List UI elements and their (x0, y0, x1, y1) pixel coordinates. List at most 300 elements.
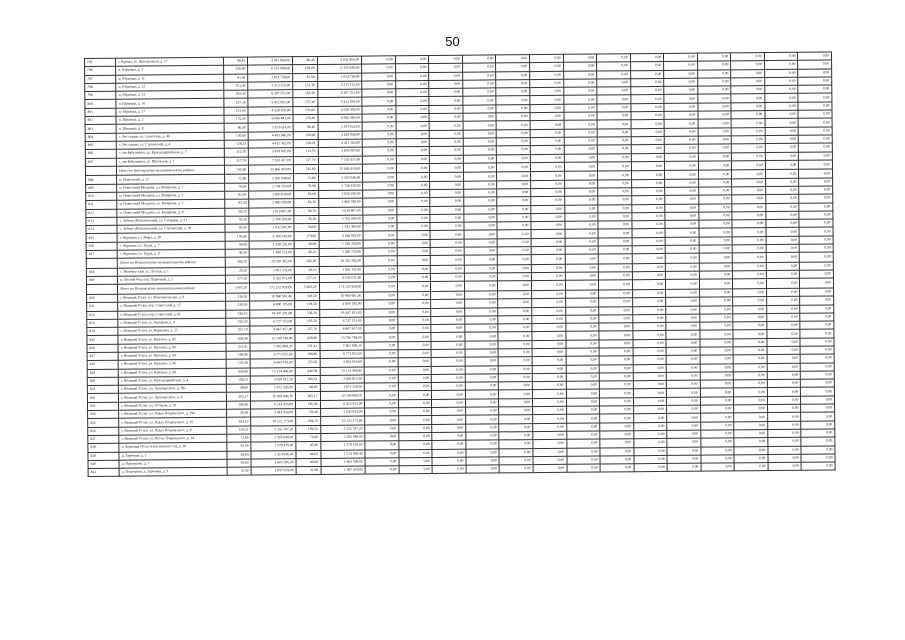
address-cell: г. Великий Устюг, ул. Красина, д. 86 (118, 343, 225, 352)
address-cell: г. Великий Устюг, ул. Песок-Покровского, д. 24 (119, 434, 226, 443)
address-cell: п. Юрьевка, д. 11 (116, 74, 223, 83)
zero-value-cell: 0,00 (563, 79, 597, 88)
value-cell: 2 704 509,00 (249, 216, 294, 225)
zero-value-cell: 0,00 (767, 404, 801, 413)
zero-value-cell: 0,00 (599, 290, 633, 299)
zero-value-cell: 0,00 (431, 324, 465, 333)
zero-value-cell: 0,00 (429, 113, 463, 122)
zero-value-cell: 0,00 (664, 53, 698, 62)
zero-value-cell: 0,00 (397, 206, 431, 215)
zero-value-cell: 0,00 (563, 54, 597, 63)
row-number-cell: 796 (85, 67, 116, 76)
zero-value-cell: 0,00 (465, 382, 499, 391)
value-cell: 72,80 (293, 174, 318, 183)
address-cell: п. Юрьевка, д. 1 (116, 66, 223, 75)
value-cell: 257,70 (295, 326, 320, 335)
zero-value-cell: 0,00 (598, 229, 632, 238)
zero-value-cell: 0,00 (732, 178, 766, 187)
value-cell: 277,10 (225, 275, 250, 284)
zero-value-cell: 0,00 (363, 231, 397, 240)
value-cell: 19 320 342,00 (319, 256, 364, 266)
zero-value-cell: 0,00 (498, 340, 532, 349)
zero-value-cell: 0,00 (667, 430, 701, 439)
zero-value-cell: 0,00 (497, 172, 531, 181)
value-cell: 305,17 (295, 392, 320, 401)
value-cell: 195,50 (225, 318, 250, 327)
value-cell: 30,00 (294, 224, 319, 233)
zero-value-cell: 0,00 (633, 397, 667, 406)
value-cell: 566,20 (294, 257, 319, 267)
zero-value-cell: 0,00 (734, 430, 768, 439)
row-number-cell: 800 (85, 100, 116, 109)
zero-value-cell: 0,00 (531, 281, 565, 291)
address-cell: г. Великий Устюг, ул. Луначарского, д. 8 (119, 393, 226, 402)
zero-value-cell: 0,00 (698, 94, 732, 103)
zero-value-cell: 0,00 (732, 203, 766, 212)
zero-value-cell: 0,00 (667, 389, 701, 398)
zero-value-cell: 0,00 (499, 357, 533, 366)
zero-value-cell: 0,00 (533, 448, 567, 457)
zero-value-cell: 0,00 (667, 447, 701, 456)
value-cell: 5 412 693,00 (248, 98, 293, 107)
zero-value-cell: 0,00 (799, 127, 833, 136)
zero-value-cell: 0,00 (429, 97, 463, 106)
zero-value-cell: 0,00 (666, 347, 700, 356)
zero-value-cell: 0,00 (396, 181, 430, 190)
zero-value-cell: 0,00 (531, 264, 565, 273)
zero-value-cell: 0,00 (598, 246, 632, 255)
zero-value-cell: 0,00 (499, 398, 533, 407)
zero-value-cell: 0,00 (799, 143, 833, 152)
zero-value-cell: 0,00 (633, 414, 667, 423)
value-cell: 106,51 (295, 375, 320, 384)
zero-value-cell: 0,00 (700, 355, 734, 364)
zero-value-cell: 0,00 (767, 321, 801, 330)
zero-value-cell: 0,00 (364, 274, 398, 283)
zero-value-cell: 0,00 (364, 256, 398, 266)
zero-value-cell: 0,00 (767, 379, 801, 388)
zero-value-cell: 0,00 (598, 188, 632, 197)
value-cell: 59,40 (226, 409, 251, 418)
zero-value-cell: 0,00 (767, 330, 801, 339)
value-cell: 83,00 (294, 190, 319, 199)
value-cell: 6 155 949,60 (317, 64, 362, 73)
zero-value-cell: 0,00 (566, 448, 600, 457)
zero-value-cell: 0,00 (768, 429, 802, 438)
value-cell: 15 790 749,00 (250, 334, 295, 343)
address-cell: г. Великий Устюг, ул. Красина, д. 98 (119, 368, 226, 377)
zero-value-cell: 0,00 (430, 155, 464, 164)
value-cell: 10 960 961,40 (250, 293, 295, 302)
zero-value-cell: 0,00 (697, 78, 731, 87)
zero-value-cell: 0,00 (531, 272, 565, 281)
zero-value-cell: 0,00 (563, 104, 597, 113)
zero-value-cell: 0,00 (497, 146, 531, 155)
zero-value-cell: 0,00 (599, 339, 633, 348)
zero-value-cell: 0,00 (701, 455, 735, 464)
zero-value-cell: 0,00 (396, 97, 430, 106)
zero-value-cell: 0,00 (598, 221, 632, 230)
value-cell: 6 307 551,00 (317, 89, 362, 98)
zero-value-cell: 0,00 (633, 339, 667, 348)
zero-value-cell: 0,00 (699, 279, 733, 289)
zero-value-cell: 0,00 (565, 323, 599, 332)
zero-value-cell: 0,00 (363, 164, 397, 174)
row-number-cell: 818 (86, 268, 117, 277)
zero-value-cell: 0,00 (363, 181, 397, 190)
zero-value-cell: 0,00 (699, 305, 733, 314)
zero-value-cell: 0,00 (765, 152, 799, 161)
zero-value-cell: 0,00 (666, 372, 700, 381)
value-cell: 1 579 419,00 (320, 441, 365, 450)
zero-value-cell: 0,00 (733, 355, 767, 364)
zero-value-cell: 0,00 (395, 72, 429, 81)
value-cell: 1 328 226,00 (249, 240, 294, 249)
zero-value-cell: 0,00 (666, 355, 700, 364)
value-cell: 4 664 619,60 (250, 359, 295, 368)
zero-value-cell: 0,00 (532, 307, 566, 316)
zero-value-cell: 0,00 (800, 338, 834, 347)
value-cell: 30,00 (225, 224, 250, 233)
zero-value-cell: 0,00 (362, 122, 396, 131)
zero-value-cell: 0,00 (365, 433, 399, 442)
zero-value-cell: 0,00 (567, 456, 601, 465)
zero-value-cell: 0,00 (363, 215, 397, 224)
zero-value-cell: 0,00 (499, 407, 533, 416)
zero-value-cell: 0,00 (598, 196, 632, 205)
value-cell: 78,30 (225, 216, 250, 225)
zero-value-cell: 0,00 (598, 254, 632, 264)
zero-value-cell: 0,00 (431, 357, 465, 366)
zero-value-cell: 0,00 (799, 211, 833, 220)
zero-value-cell: 0,00 (431, 349, 465, 358)
zero-value-cell: 0,00 (464, 265, 498, 274)
zero-value-cell: 0,00 (431, 265, 465, 274)
zero-value-cell: 0,00 (801, 387, 835, 396)
value-cell: 48,60 (295, 384, 320, 393)
zero-value-cell: 0,00 (363, 155, 397, 164)
value-cell: 1 514 936,40 (320, 450, 365, 459)
value-cell: 176,30 (293, 115, 318, 124)
value-cell: 4 493 946,00 (318, 131, 363, 140)
zero-value-cell: 0,00 (766, 296, 800, 305)
zero-value-cell: 0,00 (432, 457, 466, 466)
zero-value-cell: 0,00 (764, 69, 798, 78)
address-cell: г. Великий Устюг, ул. Павла Покровского, д. 8 (119, 426, 226, 435)
zero-value-cell: 0,00 (699, 289, 733, 298)
zero-value-cell: 0,00 (632, 298, 666, 307)
row-number-cell (86, 285, 117, 295)
zero-value-cell: 0,00 (734, 371, 768, 380)
zero-value-cell: 0,00 (598, 213, 632, 222)
value-cell: 2 856 030,00 (249, 191, 294, 200)
zero-value-cell: 0,00 (698, 144, 732, 153)
value-cell: 6 773 952,60 (320, 350, 365, 359)
zero-value-cell: 0,00 (563, 62, 597, 71)
zero-value-cell: 0,00 (667, 438, 701, 447)
value-cell: 6 186 918,00 (249, 232, 294, 241)
zero-value-cell: 0,00 (365, 424, 399, 433)
zero-value-cell: 0,00 (533, 456, 567, 465)
zero-value-cell: 0,00 (532, 299, 566, 308)
zero-value-cell: 0,00 (698, 152, 732, 161)
value-cell: 15 174 466,80 (250, 367, 295, 376)
zero-value-cell: 0,00 (464, 222, 498, 231)
row-number-cell: 816 (86, 242, 117, 251)
zero-value-cell: 0,00 (800, 252, 834, 262)
zero-value-cell: 0,00 (432, 465, 466, 474)
zero-value-cell: 0,00 (396, 105, 430, 114)
value-cell: 19 320 342,00 (249, 257, 294, 267)
zero-value-cell: 0,00 (565, 290, 599, 299)
value-cell: 10 960 961,40 (319, 292, 364, 301)
zero-value-cell: 0,00 (699, 271, 733, 280)
zero-value-cell: 0,00 (799, 219, 833, 228)
value-cell: 1 032 300,00 (249, 224, 294, 233)
zero-value-cell: 0,00 (732, 152, 766, 161)
zero-value-cell: 0,00 (497, 138, 531, 147)
value-cell: 2 866 599,00 (318, 198, 363, 207)
zero-value-cell: 0,00 (397, 231, 431, 240)
zero-value-cell: 0,00 (697, 53, 731, 62)
zero-value-cell: 0,00 (466, 465, 500, 474)
zero-value-cell: 0,00 (565, 331, 599, 340)
zero-value-cell: 0,00 (565, 264, 599, 273)
address-cell: п. Новоселий, д. 27 (117, 175, 224, 184)
value-cell: 45,90 (227, 442, 252, 451)
zero-value-cell: 0,00 (465, 299, 499, 308)
value-cell: 81,80 (223, 74, 248, 83)
zero-value-cell: 0,00 (598, 204, 632, 213)
zero-value-cell: 0,00 (564, 213, 598, 222)
zero-value-cell: 0,00 (362, 64, 396, 73)
value-cell: 158,90 (223, 65, 248, 74)
zero-value-cell: 0,00 (431, 273, 465, 282)
zero-value-cell: 0,00 (800, 354, 834, 363)
value-cell: 25 666 419,00 (249, 165, 294, 175)
zero-value-cell: 0,00 (765, 160, 799, 170)
zero-value-cell: 0,00 (801, 462, 835, 471)
zero-value-cell: 0,00 (766, 288, 800, 297)
zero-value-cell: 0,00 (766, 270, 800, 279)
zero-value-cell: 0,00 (530, 88, 564, 97)
zero-value-cell: 0,00 (464, 291, 498, 300)
zero-value-cell: 0,00 (397, 256, 431, 266)
zero-value-cell: 0,00 (567, 464, 601, 473)
zero-value-cell: 0,00 (732, 195, 766, 204)
zero-value-cell: 0,00 (498, 264, 532, 273)
address-cell: п. Новоселий Молдова, ул. Комарова, д. 2 (117, 191, 224, 200)
zero-value-cell: 0,00 (397, 274, 431, 283)
zero-value-cell: 0,00 (397, 282, 431, 292)
zero-value-cell: 0,00 (464, 273, 498, 282)
zero-value-cell: 0,00 (597, 62, 631, 71)
zero-value-cell: 0,00 (431, 282, 465, 292)
zero-value-cell: 0,00 (566, 381, 600, 390)
zero-value-cell: 0,00 (464, 189, 498, 198)
zero-value-cell: 0,00 (399, 424, 433, 433)
zero-value-cell: 0,00 (732, 236, 766, 245)
zero-value-cell: 0,00 (766, 228, 800, 237)
zero-value-cell: 0,00 (530, 154, 564, 163)
zero-value-cell: 0,00 (665, 187, 699, 196)
zero-value-cell: 0,00 (430, 206, 464, 215)
value-cell: 4 664 619,60 (320, 358, 365, 367)
address-cell: г. Великий Устюг, ул. Красина, д. 85 (118, 335, 225, 344)
zero-value-cell: 0,00 (566, 340, 600, 349)
value-cell: 18 447 201,00 (319, 309, 364, 318)
value-cell: 172 232 928,00 (319, 282, 364, 292)
address-cell: г. Великий Устюг, ул. Осовная, д. 20 (119, 401, 226, 410)
zero-value-cell: 0,00 (432, 449, 466, 458)
zero-value-cell: 0,00 (666, 306, 700, 315)
zero-value-cell: 0,00 (397, 291, 431, 300)
value-cell: 39,00 (294, 240, 319, 249)
address-cell: с. им Бабушкина, ул. Школьная, д. 1 (117, 157, 224, 166)
zero-value-cell: 0,00 (532, 290, 566, 299)
zero-value-cell: 0,00 (597, 153, 631, 162)
zero-value-cell: 0,00 (530, 129, 564, 138)
address-cell: д. Прилуково, д. 7 (119, 459, 226, 468)
value-cell: 1 579 419,00 (251, 442, 296, 451)
zero-value-cell: 0,00 (599, 280, 633, 290)
zero-value-cell: 0,00 (597, 120, 631, 129)
zero-value-cell: 0,00 (734, 380, 768, 389)
zero-value-cell: 0,00 (664, 136, 698, 145)
value-cell: 3 629 812,50 (251, 376, 296, 385)
zero-value-cell: 0,00 (666, 289, 700, 298)
zero-value-cell: 0,00 (733, 363, 767, 372)
zero-value-cell: 0,00 (767, 413, 801, 422)
zero-value-cell: 0,00 (666, 339, 700, 348)
registry-table-body (85, 52, 836, 477)
zero-value-cell: 0,00 (429, 122, 463, 131)
zero-value-cell: 0,00 (600, 464, 634, 473)
address-cell: п. Новоселий Молдова, ул. Комарова, д. 5 (117, 200, 224, 209)
address-cell: с. им Бабушкина, ул. Краснодарзейская, д. 7 (117, 149, 224, 158)
zero-value-cell: 0,00 (731, 86, 765, 95)
value-cell: 18 447 201,00 (250, 309, 295, 318)
zero-value-cell: 0,00 (765, 77, 799, 86)
zero-value-cell: 0,00 (798, 102, 832, 111)
zero-value-cell: 0,00 (365, 449, 399, 458)
zero-value-cell: 0,00 (630, 87, 664, 96)
value-cell: 157,30 (293, 98, 318, 107)
zero-value-cell: 0,00 (801, 371, 835, 380)
address-cell: с. Зубово (Поваленский), ул. Строителей, д. 30 (117, 224, 224, 233)
row-number-cell: 805 (85, 141, 116, 150)
value-cell: 83,00 (224, 191, 249, 200)
zero-value-cell: 0,00 (631, 161, 665, 171)
zero-value-cell: 0,00 (800, 288, 834, 297)
zero-value-cell: 0,00 (531, 172, 565, 181)
zero-value-cell: 0,00 (466, 448, 500, 457)
zero-value-cell: 0,00 (496, 71, 530, 80)
zero-value-cell: 0,00 (698, 103, 732, 112)
address-cell: г. Великий Устюг, ул. Павла Покровского, д. 16 (119, 418, 226, 427)
zero-value-cell: 0,00 (598, 162, 632, 172)
zero-value-cell: 0,00 (533, 423, 567, 432)
zero-value-cell: 0,00 (533, 415, 567, 424)
zero-value-cell: 0,00 (734, 454, 768, 463)
address-cell: с. Росстаньи, ул. Советская, д. 46 (116, 132, 223, 141)
value-cell: 58,70 (294, 207, 319, 216)
value-cell: 4 528 356,00 (248, 106, 293, 115)
zero-value-cell: 0,00 (800, 278, 834, 288)
row-number-cell: 811 (86, 200, 117, 209)
zero-value-cell: 0,00 (432, 440, 466, 449)
zero-value-cell: 0,00 (498, 291, 532, 300)
zero-value-cell: 0,00 (362, 114, 396, 123)
zero-value-cell: 0,00 (364, 292, 398, 301)
zero-value-cell: 0,00 (430, 222, 464, 231)
zero-value-cell: 0,00 (633, 406, 667, 415)
zero-value-cell: 0,00 (734, 405, 768, 414)
value-cell: 130,60 (224, 132, 249, 141)
zero-value-cell: 0,00 (666, 280, 700, 290)
zero-value-cell: 0,00 (398, 316, 432, 325)
registry-table (84, 51, 836, 477)
zero-value-cell: 0,00 (664, 103, 698, 112)
zero-value-cell: 0,00 (531, 205, 565, 214)
zero-value-cell: 0,00 (799, 194, 833, 203)
value-cell: 294,10 (296, 417, 321, 426)
zero-value-cell: 0,00 (463, 80, 497, 89)
zero-value-cell: 0,00 (464, 230, 498, 239)
zero-value-cell: 0,00 (564, 137, 598, 146)
zero-value-cell: 0,00 (499, 456, 533, 465)
zero-value-cell: 0,00 (632, 314, 666, 323)
zero-value-cell: 0,00 (565, 272, 599, 281)
zero-value-cell: 0,00 (364, 366, 398, 375)
value-cell: 4 800 195,00 (250, 301, 295, 310)
zero-value-cell: 0,00 (432, 424, 466, 433)
zero-value-cell: 0,00 (363, 190, 397, 199)
value-cell: 78,30 (294, 215, 319, 224)
value-cell: 9 535 011,00 (319, 274, 364, 283)
zero-value-cell: 0,00 (564, 171, 598, 180)
zero-value-cell: 0,00 (664, 95, 698, 104)
zero-value-cell: 0,00 (395, 64, 429, 73)
value-cell: 2 505 048,00 (320, 433, 365, 442)
zero-value-cell: 0,00 (700, 322, 734, 331)
zero-value-cell: 0,00 (800, 296, 834, 305)
zero-value-cell: 0,00 (465, 324, 499, 333)
value-cell: 135,56 (226, 359, 251, 368)
zero-value-cell: 0,00 (699, 212, 733, 221)
zero-value-cell: 0,00 (733, 338, 767, 347)
zero-value-cell: 0,00 (665, 253, 699, 263)
row-number-cell: 831 (87, 385, 118, 394)
zero-value-cell: 0,00 (768, 454, 802, 463)
zero-value-cell: 0,00 (465, 374, 499, 383)
zero-value-cell: 0,00 (633, 430, 667, 439)
zero-value-cell: 0,00 (599, 364, 633, 373)
zero-value-cell: 0,00 (530, 112, 564, 121)
zero-value-cell: 0,00 (700, 380, 734, 389)
row-number-cell: 838 (88, 443, 119, 452)
value-cell: 130,60 (293, 131, 318, 140)
zero-value-cell: 0,00 (362, 139, 396, 148)
address-cell: с. Нелобутский, ул. Лесная, д. 1 (118, 267, 225, 276)
zero-value-cell: 0,00 (431, 341, 465, 350)
zero-value-cell: 0,00 (563, 71, 597, 80)
zero-value-cell: 0,00 (463, 138, 497, 147)
zero-value-cell: 0,00 (499, 349, 533, 358)
zero-value-cell: 0,00 (564, 145, 598, 154)
zero-value-cell: 0,00 (396, 122, 430, 131)
address-cell: г. Великий Устюг, ул. Красина, д. 94 (118, 351, 225, 360)
